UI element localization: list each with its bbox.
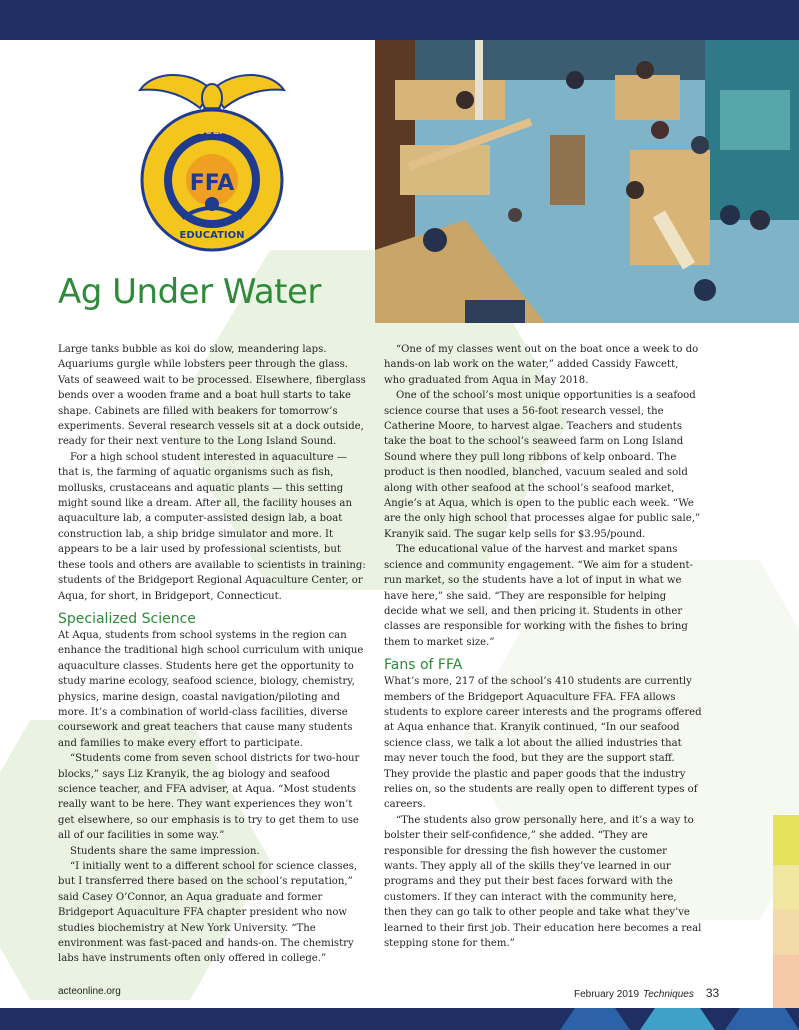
footer-date: February 2019 (574, 989, 640, 1000)
paragraph: For a high school student interested in aquaculture — that is, the farming of aquatic organisms such as fish, mollusks, crustaceans and aquatic plants — this setting might sound like a dream. After all, the facility houses an aquaculture lab, a computer-assisted design lab, a boat construction lab, a ship bridge simulator and more. It appears to be a lair used by professional scientists, but these tools and others are available to scientists in training: students of the Bridgeport Regional Aquaculture Center, or Aqua, for short, in Bridgeport, Connecticut. (58, 451, 366, 602)
paragraph: “Students come from seven school districts for two-hour blocks,” says Liz Kranyik, the ag biology and seafood science teacher, and FFA adviser, at Aqua. “Most students really want to be here. They want experiences they won’t get elsewhere, so our emphasis is to try to get them to use all of our facilities in some way.” (58, 753, 360, 842)
footer-issue-info (574, 986, 719, 1000)
paragraph: Large tanks bubble as koi do slow, meandering laps. Aquariums gurgle while lobsters peer through the glass. Vats of seaweed wait to be processed. Elsewhere, fiberglass bends over a wooden frame and a boat hull starts to take shape. Cabinets are filled with beakers for tomorrow’s experiments. Several research vessels sit at a dock outside, ready for their next venture to the Long Island Sound. (58, 344, 366, 448)
ffa-emblem-center-text: FFA (189, 171, 235, 196)
footer-page-number: 33 (705, 986, 720, 1000)
edge-stripe-peach (773, 910, 799, 955)
bottom-banner-bar (0, 1008, 799, 1030)
ffa-emblem-top-text: AGRICULTURAL (169, 126, 255, 137)
article-right-column (384, 342, 702, 951)
paragraph: “The students also grow personally here, and it’s a way to bolster their self-confidence,” she added. “They are responsible for dressing the fish however the customer wants. They apply all of the skills they’ve learned in our programs and they put their best faces forward with the customers. If they can interact with the community here, then they can go talk to other people and take what they’ve learned to their first job. Their education here becomes a real stepping stone for them.” (384, 814, 702, 950)
footer-website: acteonline.org (58, 986, 121, 997)
article-left-column (58, 342, 368, 967)
footer-magazine-title: Techniques (643, 989, 694, 1000)
classroom-photo (375, 40, 799, 323)
paragraph: Students share the same impression. (70, 845, 260, 857)
paragraph: “One of my classes went out on the boat once a week to do hands-on lab work on the water,” added Cassidy Fawcett, who graduated from Aqua in May 2018. (384, 344, 699, 386)
paragraph: One of the school’s most unique opportunities is a seafood science course that uses a 56-foot research vessel, the Catherine Moore, to harvest algae. Teachers and students take the boat to the school’s seaweed farm on Long Island Sound where they pull long ribbons of kelp onboard. The product is then noodled, blanched, vacuum sealed and sold along with other seafood at the school’s seafood market, Angie’s at Aqua, which is open to the public each week. “We are the only high school that processes algae for public sale,” Kranyik said. The sugar kelp sells for $3.95/pound. (384, 390, 701, 540)
ffa-emblem-logo (138, 68, 286, 253)
paragraph: What’s more, 217 of the school’s 410 students are currently members of the Bridgeport Aquaculture FFA. FFA allows students to explore career interests and the programs offered at Aqua enhance that. Kranyik continued, “In our seafood science class, we talk a lot about the allied industries that may never touch the food, but they are the support staff. They provide the plastic and paper goods that the industry relies on, so the students are really open to different types of careers. (384, 676, 702, 811)
article-headline: Ag Under Water (58, 272, 321, 312)
edge-stripe-pale-yellow (773, 865, 799, 910)
section-heading-specialized-science: Specialized Science (58, 610, 196, 627)
section-heading-fans-of-ffa: Fans of FFA (384, 657, 463, 674)
ffa-emblem-bottom-text: EDUCATION (179, 230, 245, 241)
paragraph: “I initially went to a different school for science classes, but I transferred there based on the school’s reputation,” said Casey O’Connor, an Aqua graduate and former Bridgeport Aquaculture FFA chapter president who now studies biochemistry at New York University. “The environment was fast-paced and hands-on. The chemistry labs have instruments often only offered in college.” (58, 861, 358, 965)
paragraph: At Aqua, students from school systems in the region can enhance the traditional high school curriculum with unique aquaculture classes. Students here get the opportunity to study marine ecology, seafood science, biology, chemistry, physics, marine design, coastal navigation/piloting and more. It’s a combination of world-class facilities, diverse coursework and great teachers that cause many students and families to make every effort to participate. (58, 629, 364, 749)
edge-stripe-yellow (773, 815, 799, 865)
paragraph: The educational value of the harvest and market spans science and community engagement. “We aim for a student-run market, so the students have a lot of input in what we have here,” she said. “They are responsible for helping decide what we sell, and then pricing it. Students in other classes are responsible for working with the fishes to bring them to market size.” (384, 544, 693, 648)
edge-stripe-salmon (773, 955, 799, 1008)
